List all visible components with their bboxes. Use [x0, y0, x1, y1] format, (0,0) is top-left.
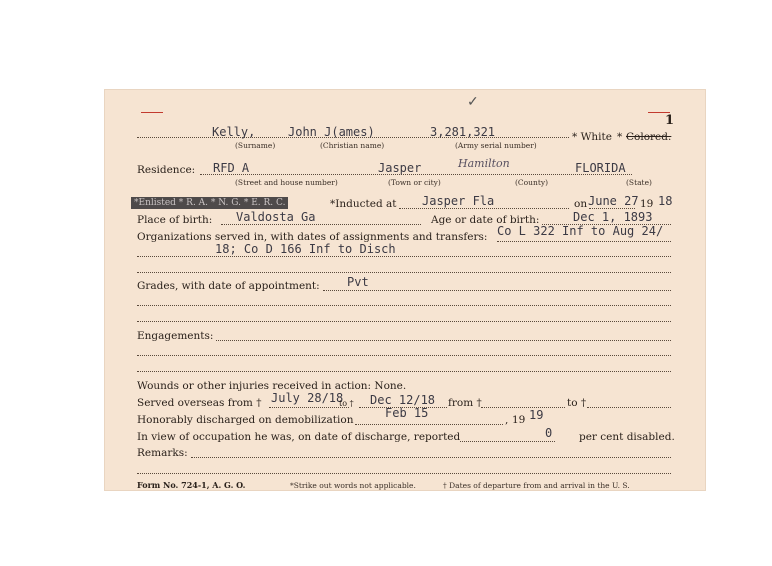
footnote-strike: *Strike out words not applicable.	[290, 481, 416, 490]
grades-line	[323, 290, 671, 291]
disability-value: 0	[545, 426, 553, 440]
county-caption: (County)	[515, 178, 549, 187]
serial-caption: (Army serial number)	[455, 141, 537, 150]
footnote-dates: † Dates of departure from and arrival in the U. S.	[443, 481, 630, 490]
overseas-from-line-2	[481, 407, 565, 408]
disability-suffix: per cent disabled.	[579, 431, 675, 443]
organizations-line-3	[137, 272, 671, 273]
inducted-label: *Inducted at	[330, 198, 397, 210]
remarks-label: Remarks:	[137, 447, 188, 459]
residence-county: Hamilton	[458, 157, 510, 170]
organizations-line-1	[497, 241, 671, 242]
street-caption: (Street and house number)	[235, 178, 338, 187]
surname: Kelly,	[212, 125, 256, 139]
remarks-line-2	[137, 473, 671, 474]
overseas-to-label-2: to †	[567, 397, 587, 409]
form-number: Form No. 724-1, A. G. O.	[137, 480, 246, 490]
grade-value: Pvt	[347, 275, 369, 289]
birth-date: Dec 1, 1893	[573, 210, 653, 224]
overseas-from-label-2: from †	[448, 397, 482, 409]
given-name: John J(ames)	[288, 125, 375, 139]
grades-line-2	[137, 305, 671, 306]
residence-street: RFD A	[213, 161, 250, 175]
white-label: * White	[572, 131, 612, 143]
serial-number: 3,281,321	[430, 125, 496, 139]
induction-year-prefix: 19	[640, 198, 654, 210]
birth-date-label: Age or date of birth:	[431, 214, 540, 226]
birthplace-label: Place of birth:	[137, 214, 213, 226]
residence-label: Residence:	[137, 164, 196, 176]
engagements-line	[216, 340, 671, 341]
colored-prefix: *	[617, 131, 623, 143]
remarks-line	[191, 457, 671, 458]
disability-label: In view of occupation he was, on date of discharge, reported	[137, 431, 461, 443]
town-caption: (Town or city)	[388, 178, 441, 187]
overseas-to-line-2	[587, 407, 671, 408]
wounds-text: Wounds or other injuries received in action: None.	[137, 380, 407, 392]
residence-town: Jasper	[378, 161, 422, 175]
state-caption: (State)	[626, 178, 652, 187]
disability-line	[460, 441, 555, 442]
discharge-year-prefix: 19	[512, 414, 526, 426]
residence-state: FLORIDA	[575, 161, 626, 175]
organizations-line-2	[137, 256, 671, 257]
given-caption: (Christian name)	[320, 141, 385, 150]
discharge-date-line	[355, 424, 503, 425]
grades-line-3	[137, 321, 671, 322]
discharge-year: 19	[529, 408, 544, 422]
service-record-card	[105, 90, 705, 490]
on-label: on	[574, 198, 588, 210]
check-mark-icon: ✓	[467, 94, 479, 110]
discharge-separator: ,	[505, 414, 509, 426]
overseas-to-date: Dec 12/18	[370, 393, 436, 407]
card-number: 1	[665, 113, 675, 128]
discharge-date: Feb 15	[385, 406, 429, 420]
induction-date-line	[589, 208, 635, 209]
engagements-line-3	[137, 371, 671, 372]
overseas-label: Served overseas from †	[137, 397, 262, 409]
surname-caption: (Surname)	[235, 141, 276, 150]
induction-date: June 27	[588, 194, 639, 208]
birthplace-line	[221, 224, 421, 225]
organizations-label: Organizations served in, with dates of assignments and transfers:	[137, 231, 488, 243]
overseas-from-line	[269, 407, 349, 408]
colored-label: Colored.	[626, 131, 672, 143]
birthplace: Valdosta Ga	[236, 210, 316, 224]
engagements-label: Engagements:	[137, 330, 214, 342]
inducted-line	[399, 208, 569, 209]
red-mark-left	[141, 112, 163, 113]
inducted-place: Jasper Fla	[422, 194, 495, 208]
organizations-line-2-text: 18; Co D 166 Inf to Disch	[215, 242, 396, 256]
organizations-line-1-text: Co L 322 Inf to Aug 24/	[497, 224, 664, 238]
engagements-line-2	[137, 355, 671, 356]
overseas-to-label: to †	[339, 399, 354, 408]
discharge-label: Honorably discharged on demobilization	[137, 414, 354, 426]
induction-year: 18	[658, 194, 673, 208]
enlisted-stamp: *Enlisted * R. A. * N. G. * E. R. C.	[131, 197, 288, 209]
grades-label: Grades, with date of appointment:	[137, 280, 320, 292]
overseas-from-date: July 28/18	[271, 391, 344, 405]
